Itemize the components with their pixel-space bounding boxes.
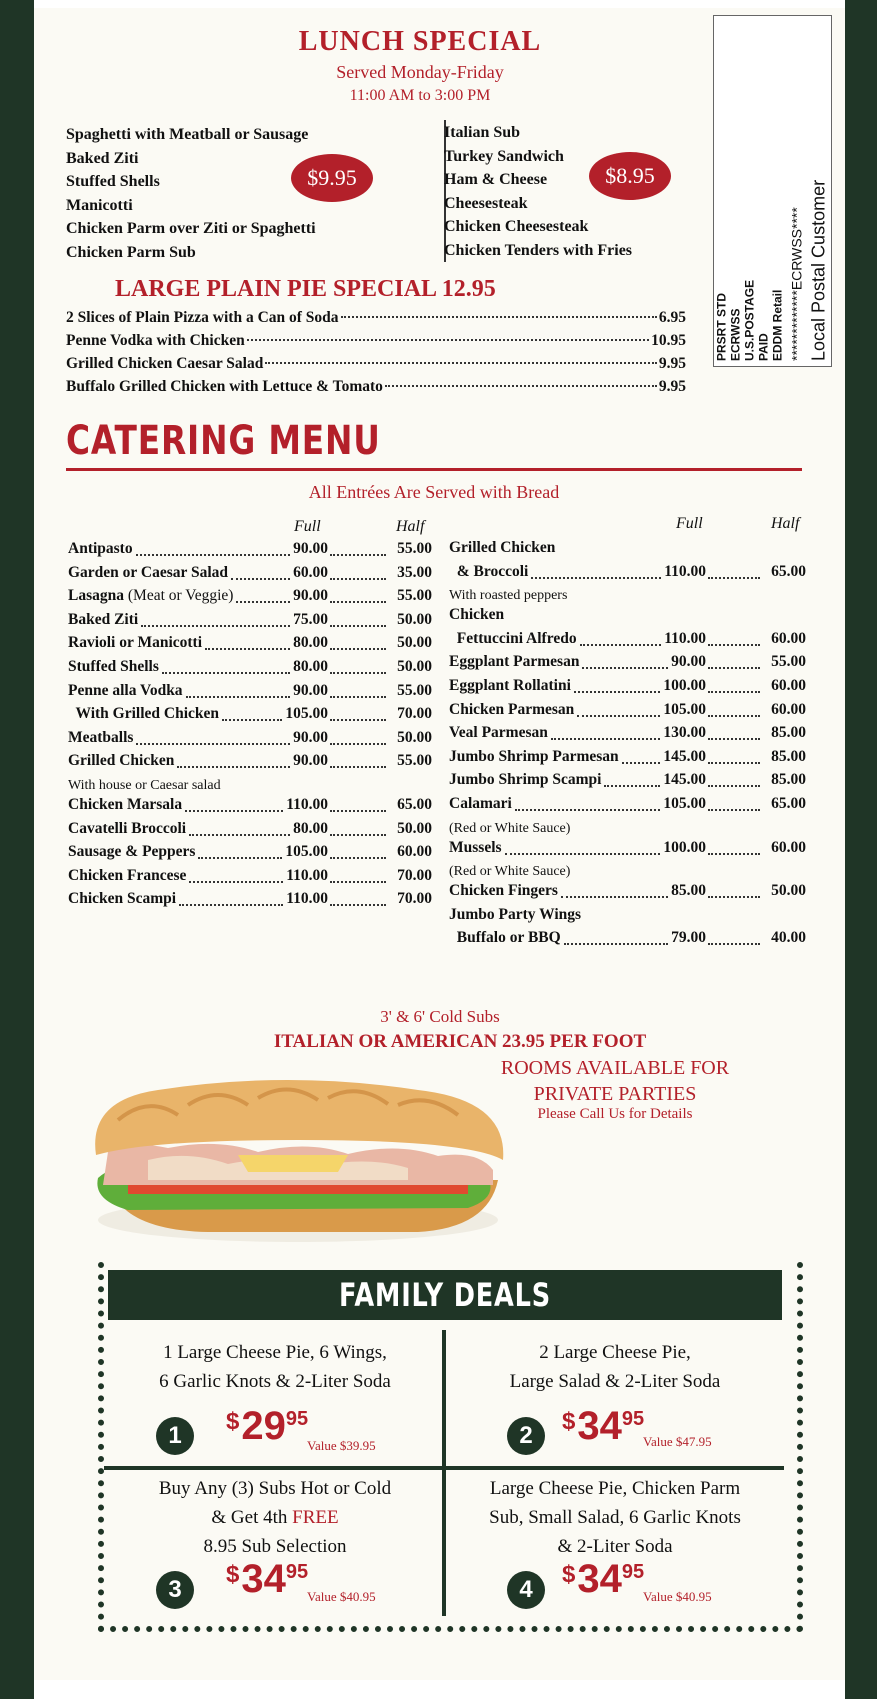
postage-indicia [713,15,832,367]
dot-leader [189,881,283,883]
catering-half-price: 40.00 [771,929,806,947]
deal-3-price: $^{\$}34^{95}$ [226,1557,309,1601]
list-item: Chicken Parm over Ziti or Spaghetti [66,220,316,237]
postage-line: U.S.POSTAGE [742,279,757,361]
catering-item-name: Buffalo or BBQ [449,929,561,947]
catering-half-price: 50.00 [397,658,432,675]
catering-item-name: With Grilled Chicken [68,705,220,723]
dot-leader [330,743,386,745]
dot-leader [515,809,661,811]
pie-item: Buffalo Grilled Chicken with Lettuce & Tomato 9.95 [66,378,686,395]
catering-title: CATERING MENU [66,418,381,464]
left-border [0,0,34,1699]
catering-row [68,843,432,865]
catering-item-name: Mussels [449,838,502,856]
deal-4-badge: 4 [507,1571,545,1609]
left-half-header: Half [396,518,425,535]
catering-item-name: Jumbo Shrimp Parmesan [449,747,619,765]
catering-row [449,839,806,861]
catering-full-price: 90.00 [293,681,328,699]
dot-leader [708,691,760,693]
catering-row [68,634,432,656]
dot-leader [330,625,386,627]
dot-leader [708,577,760,579]
catering-item-name: Baked Ziti [68,610,139,628]
catering-row [68,682,432,704]
dot-leader [708,785,760,787]
left-full-header: Full [294,518,321,535]
deal-1-description: 1 Large Cheese Pie, 6 Wings, 6 Garlic Knots & 2-Liter Soda [159,1342,391,1392]
dot-leader [330,881,386,883]
catering-row [449,630,806,652]
rooms-line2: PRIVATE PARTIES [533,1083,697,1105]
dot-leader [179,904,283,906]
catering-half-price: 70.00 [397,866,432,884]
dot-leader [330,904,386,906]
lunch-title: LUNCH SPECIAL [298,26,542,57]
dot-leader [189,834,290,836]
catering-full-price: 80.00 [293,819,328,837]
deal-3-badge: 3 [156,1571,194,1609]
dot-leader [708,667,760,669]
rooms-line3: Please Call Us for Details [537,1106,693,1122]
dot-leader [531,577,661,579]
catering-half-price: 85.00 [771,771,806,789]
postage-line: EDDM Retail [770,289,785,361]
dot-leader [330,672,386,674]
catering-row [68,658,432,680]
catering-row [449,929,806,951]
catering-full-price: 110.00 [286,796,328,813]
catering-half-price: 35.00 [397,563,432,581]
catering-full-price: 90.00 [293,587,328,605]
catering-row [449,606,806,628]
catering-full-price: 110.00 [664,629,706,647]
right-border [845,0,877,1699]
catering-row [68,729,432,751]
catering-item-name: Eggplant Rollatini [449,677,571,694]
catering-half-price: 55.00 [397,587,432,605]
dot-leader [330,766,386,768]
dot-leader [708,943,760,945]
list-item: Turkey Sandwich [444,147,564,165]
dot-leader [330,578,386,580]
catering-half-price: 60.00 [771,629,806,647]
catering-half-price: 50.00 [397,610,432,628]
catering-subtitle: All Entrées Are Served with Bread [308,482,560,502]
deals-horizontal-divider [104,1466,784,1470]
cold-subs-price: ITALIAN OR AMERICAN 23.95 PER FOOT [273,1031,647,1052]
catering-full-price: 105.00 [663,700,706,718]
lunch-left-price: $9.95 [291,154,373,202]
pie-item: Grilled Chicken Caesar Salad 9.95 [66,355,686,372]
catering-full-price: 105.00 [285,705,328,723]
dot-leader [604,785,660,787]
dot-leader [708,896,760,898]
dot-leader [574,691,661,693]
catering-row [68,705,432,727]
dot-leader [551,738,661,740]
catering-half-price: 60.00 [771,677,806,694]
postage-line: ECRWSS [728,308,743,361]
cold-subs-heading: 3' & 6' Cold Subs [380,1007,500,1026]
dot-leader [198,857,282,859]
catering-full-price: 85.00 [671,882,706,900]
catering-row [68,752,432,774]
list-item: Chicken Tenders with Fries [444,241,633,259]
catering-row [449,771,806,793]
dot-leader [582,667,668,669]
catering-half-price: 55.00 [397,540,432,557]
catering-row [449,748,806,770]
catering-half-price: 55.00 [397,681,432,699]
deals-vertical-divider [442,1330,446,1616]
catering-full-price: 145.00 [663,747,706,765]
sub-sandwich-image [88,1060,513,1250]
catering-item-name: Jumbo Shrimp Scampi [449,771,602,789]
catering-full-price: 75.00 [293,610,328,628]
catering-item-name: Stuffed Shells [68,658,159,675]
catering-item-name: Jumbo Party Wings [449,905,582,923]
dot-leader [577,715,660,717]
list-item: Manicotti [66,196,133,214]
deal-2-description: 2 Large Cheese Pie, Large Salad & 2-Liter Soda [509,1342,721,1392]
catering-item-name: Veal Parmesan [449,724,548,742]
deal-3-value: Value $40.95 [307,1589,376,1604]
dot-leader [177,766,290,768]
dot-leader [561,896,668,898]
catering-item-name: Cavatelli Broccoli [68,819,187,837]
lunch-served: Served Monday-Friday [336,62,504,82]
catering-row [68,890,432,912]
catering-full-price: 100.00 [663,677,706,694]
list-item: Stuffed Shells [66,173,160,190]
pie-item: 2 Slices of Plain Pizza with a Can of Soda 6.95 [66,309,686,326]
dot-leader [708,809,760,811]
list-item: Ham & Cheese [444,171,548,188]
catering-item-name: Grilled Chicken [449,539,556,556]
dot-leader [564,943,668,945]
lunch-time: 11:00 AM to 3:00 PM [349,87,491,104]
catering-full-price: 110.00 [286,890,328,908]
catering-full-price: 145.00 [663,771,706,789]
dot-leader [330,554,386,556]
dot-leader [330,857,386,859]
catering-item-name: Penne alla Vodka [68,681,183,699]
catering-full-price: 80.00 [293,658,328,675]
catering-row [68,611,432,633]
catering-full-price: 90.00 [293,728,328,746]
catering-row [68,867,432,889]
postage-line: PAID [756,333,771,361]
deal-4-value: Value $40.95 [643,1589,712,1604]
catering-item-name: Chicken Fingers [449,882,558,900]
catering-item-name: Sausage & Peppers [68,843,196,861]
dot-leader [330,696,386,698]
deal-2-value: Value $47.95 [643,1434,712,1449]
catering-note: (Red or White Sauce) [449,864,571,880]
dot-leader [330,648,386,650]
catering-row [449,882,806,904]
right-full-header: Full [676,515,703,532]
deal-4-price: $^{\$}34^{95}$ [562,1557,645,1601]
catering-half-price: 50.00 [397,728,432,746]
list-item: Chicken Cheesesteak [444,218,589,235]
catering-full-price: 110.00 [286,866,328,884]
catering-half-price: 70.00 [397,890,432,908]
dot-leader [231,578,290,580]
dot-leader [136,554,291,556]
right-half-header: Half [771,515,800,532]
pie-item: Penne Vodka with Chicken 10.95 [66,332,686,349]
dot-leader [708,738,760,740]
catering-note: With house or Caesar salad [68,778,221,793]
deal-2-price: $^{\$}34^{95}$ [562,1404,645,1448]
catering-item-name: Antipasto [68,540,133,557]
catering-half-price: 55.00 [771,653,806,671]
rooms-line1: ROOMS AVAILABLE FOR [500,1057,730,1079]
dot-leader [330,719,386,721]
catering-half-price: 55.00 [397,752,432,770]
catering-half-price: 60.00 [771,838,806,856]
catering-row [449,906,806,928]
catering-full-price: 105.00 [285,843,328,861]
catering-full-price: 90.00 [671,653,706,671]
catering-row [449,677,806,699]
dot-leader [708,853,760,855]
deal-4-description: Large Cheese Pie, Chicken Parm Sub, Small Salad, 6 Garlic Knots & 2-Liter Soda [489,1478,741,1557]
deal-3-description: Buy Any (3) Subs Hot or Cold & Get 4th FREE 8.95 Sub Selection [158,1478,392,1557]
catering-row [449,563,806,585]
catering-row [449,724,806,746]
dot-leader [708,715,760,717]
catering-item-name: & Broccoli [449,562,529,580]
catering-item-name: Ravioli or Manicotti [68,634,203,652]
dot-leader [141,625,290,627]
catering-item-name: Meatballs [68,728,134,746]
catering-item-name: Eggplant Parmesan [449,653,580,671]
postage-addressee: Local Postal Customer [808,179,829,361]
postage-code: *************ECRWSS**** [788,207,805,361]
catering-row [68,796,432,818]
dot-leader [708,644,760,646]
dot-leader [580,644,662,646]
dot-leader [185,810,283,812]
catering-full-price: 105.00 [663,795,706,812]
catering-full-price: 90.00 [293,540,328,557]
catering-half-price: 60.00 [397,843,432,861]
catering-half-price: 70.00 [397,705,432,723]
catering-half-price: 50.00 [397,819,432,837]
catering-note: (Red or White Sauce) [449,820,571,836]
dot-leader [330,810,386,812]
catering-half-price: 60.00 [771,700,806,718]
catering-half-price: 85.00 [771,747,806,765]
list-item: Baked Ziti [66,149,139,167]
dot-leader [330,601,386,603]
family-deals-title: FAMILY DEALS [338,1276,552,1314]
list-item: Cheesesteak [444,194,528,212]
catering-half-price: 65.00 [397,796,432,813]
dot-leader [205,648,290,650]
catering-item-name: Fettuccini Alfredo [449,629,577,647]
catering-row [449,701,806,723]
catering-row [68,587,432,609]
dot-leader [186,696,291,698]
dot-leader [708,762,760,764]
pie-special-title: LARGE PLAIN PIE SPECIAL 12.95 [115,276,496,302]
deal-1-price: $^{\$}29^{95}$ [226,1404,309,1448]
dot-leader [330,834,386,836]
catering-item-name: Chicken Marsala [68,796,183,813]
catering-full-price: 79.00 [671,929,706,947]
list-item: Spaghetti with Meatball or Sausage [66,126,309,143]
dot-leader [162,672,290,674]
catering-item-name: Lasagna (Meat or Veggie) [68,587,234,605]
deal-1-value: Value $39.95 [307,1438,376,1453]
catering-note: With roasted peppers [449,588,568,604]
catering-half-price: 85.00 [771,724,806,742]
catering-item-name: Garden or Caesar Salad [68,563,229,581]
catering-full-price: 100.00 [663,838,706,856]
catering-full-price: 130.00 [663,724,706,742]
catering-item-name: Chicken [449,606,505,624]
catering-half-price: 50.00 [771,882,806,900]
catering-row [449,653,806,675]
deal-2-badge: 2 [507,1417,545,1455]
list-item: Italian Sub [444,124,521,141]
dot-leader [505,853,661,855]
catering-underline [66,468,802,471]
dot-leader [136,743,290,745]
catering-full-price: 80.00 [293,634,328,652]
lunch-left-list [66,123,316,264]
lunch-right-price: $8.95 [589,152,671,200]
catering-full-price: 90.00 [293,752,328,770]
catering-item-name: Calamari [449,795,512,812]
catering-row [68,540,432,562]
catering-row [68,820,432,842]
catering-item-name: Chicken Parmesan [449,700,575,718]
catering-full-price: 60.00 [293,563,328,581]
postage-line: PRSRT STD [714,292,729,361]
catering-half-price: 50.00 [397,634,432,652]
family-deals-banner [108,1270,782,1320]
dot-leader [236,601,290,603]
catering-row [449,539,806,561]
catering-item-name: Chicken Francese [68,866,187,884]
catering-row [449,795,806,817]
dot-leader [222,719,282,721]
deal-1-badge: 1 [156,1417,194,1455]
catering-row [68,564,432,586]
catering-full-price: 110.00 [664,562,706,580]
list-item: Chicken Parm Sub [66,243,196,261]
catering-item-name: Chicken Scampi [68,890,177,908]
catering-half-price: 65.00 [771,795,806,812]
dot-leader [622,762,661,764]
catering-half-price: 65.00 [771,562,806,580]
catering-item-name: Grilled Chicken [68,752,175,770]
